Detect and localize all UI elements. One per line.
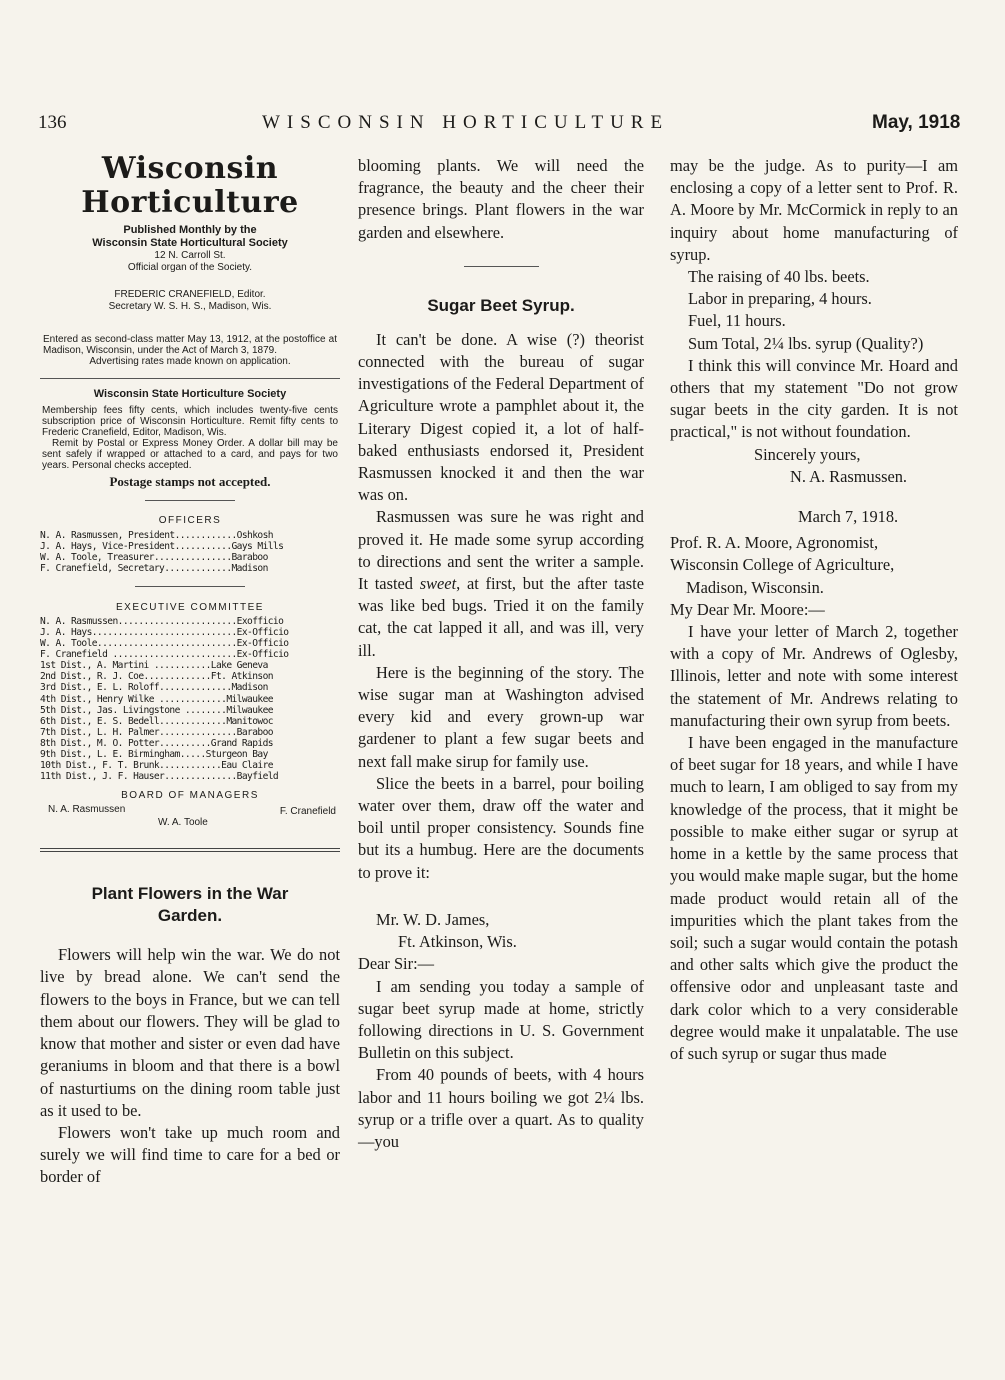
executive-row: 8th Dist., M. O. Potter..........Grand Rapids	[40, 737, 273, 749]
board-member: F. Cranefield	[279, 806, 336, 818]
officer-row: J. A. Hays, Vice-President...........Gays Mills	[40, 540, 284, 552]
executive-row: 4th Dist., Henry Wilke .............Milwaukee	[40, 693, 273, 705]
list-item: The raising of 40 lbs. beets.	[688, 267, 870, 287]
executive-row: 9th Dist., L. E. Birmingham.....Sturgeon Bay	[40, 749, 268, 760]
masthead-address: 12 N. Carroll St.	[154, 250, 226, 261]
masthead-society: Wisconsin State Horticultural Society	[92, 237, 288, 249]
double-divider	[40, 848, 340, 852]
paragraph: may be the judge. As to purity—I am enclosing a copy of a letter sent to Prof. R. A. Moore by Mr. McCormick in reply to an inquiry about home manufacturing of syrup.	[670, 156, 958, 264]
officers-title: OFFICERS	[158, 514, 222, 526]
letter-signature: N. A. Rasmussen.	[790, 466, 908, 486]
article-continuation	[670, 155, 958, 1065]
list-item: Sum Total, 2¼ lbs. syrup (Quality?)	[688, 333, 924, 353]
paragraph	[358, 506, 644, 661]
article-title-line: Plant Flowers in the War	[91, 884, 289, 904]
executive-row: 3rd Dist., E. L. Roloff..............Madison	[40, 682, 268, 694]
board-members	[40, 804, 340, 832]
page-number: 136	[38, 112, 67, 133]
list-item: Fuel, 11 hours.	[688, 311, 786, 331]
column-1	[40, 152, 340, 1189]
executive-row: 2nd Dist., R. J. Coe.............Ft. Atkinson	[40, 671, 273, 683]
advertising-notice: Advertising rates made known on application.	[89, 356, 291, 367]
board-member: W. A. Toole	[158, 817, 208, 829]
executive-row: 7th Dist., L. H. Palmer...............Baraboo	[40, 726, 273, 738]
masthead-publisher: Published Monthly by the	[123, 224, 257, 236]
letter-address: Mr. W. D. James,	[376, 909, 490, 929]
paragraph: Here is the beginning of the story. The wise sugar man at Washington advised every kid and every grown-up war gardener to plant a few sugar beets and next fall make sirup for family use.	[358, 662, 644, 771]
letter-address: Madison, Wisconsin.	[686, 577, 824, 597]
masthead-secretary: Secretary W. S. H. S., Madison, Wis.	[108, 300, 272, 312]
letter-salutation: My Dear Mr. Moore:—	[670, 599, 825, 619]
officer-row: F. Cranefield, Secretary.............Madison	[40, 562, 268, 574]
letter-salutation: Dear Sir:—	[358, 954, 435, 974]
emphasis: sweet	[419, 574, 457, 594]
membership-title: Wisconsin State Horticulture Society	[93, 387, 287, 400]
article-body	[358, 329, 644, 1153]
list-item: Labor in preparing, 4 hours.	[688, 289, 872, 309]
board-title: BOARD OF MANAGERS	[121, 790, 259, 802]
paragraph: Flowers will help win the war. We do not live by bread alone. We can't send the flowers to the boys in France, but we can tell them about our flowers. They will be glad to know that mother and sister or even dad have geraniums in bloom and that there is a bowl of nasturtiums on the dining room table just as it used to be.	[40, 945, 340, 1120]
officers-list	[40, 530, 340, 574]
executive-row: J. A. Hays............................Ex-Officio	[40, 626, 289, 638]
masthead-title: Wisconsin Horticulture	[81, 151, 299, 220]
text-run: Rasmussen was sure he was right and proved it. He made some syrup according to directions and sent the writer a sample. It tasted	[358, 507, 644, 594]
stamps-notice: Postage stamps not accepted.	[109, 473, 271, 489]
column-3	[670, 155, 958, 1065]
officer-row: N. A. Rasmussen, President............Oshkosh	[40, 529, 273, 541]
article-title: Sugar Beet Syrup.	[427, 295, 575, 315]
paragraph: I am sending you today a sample of sugar beet syrup made at home, strictly following directions in U. S. Government Bulletin on this subject.	[358, 976, 644, 1063]
paragraph: blooming plants. We will need the fragrance, the beauty and the cheer their presence brings. Plant flowers in the war garden and elsewhere.	[358, 156, 644, 242]
paragraph: Flowers won't take up much room and surely we will find time to care for a bed or border of	[40, 1122, 340, 1187]
membership-text: Membership fees fifty cents, which includes twenty-five cents subscription price of Wisconsin Horticulture. Remit fifty cents to Frederic Cranefield, Editor, Madison, Wis.	[42, 404, 338, 438]
issue-date: May, 1918	[872, 112, 961, 133]
executive-row: 5th Dist., Jas. Livingstone ........Milwaukee	[40, 704, 273, 716]
executive-row: 10th Dist., F. T. Brunk............Eau Claire	[40, 760, 273, 772]
executive-title: EXECUTIVE COMMITTEE	[116, 601, 264, 613]
short-divider	[145, 500, 235, 501]
paragraph: It can't be done. A wise (?) theorist connected with the bureau of sugar investigations of the Federal Department of Agriculture wrote a pamphlet about it, the Literary Digest copied it, a lot of half-baked enthusiasts endorsed it, President Rasmussen knocked it and then the war was on.	[358, 329, 644, 505]
letter-address: Ft. Atkinson, Wis.	[398, 932, 517, 952]
entry-notice: Entered as second-class matter May 13, 1912, at the postoffice at Madison, Wisconsin, under the Act of March 3, 1879.	[43, 334, 337, 356]
running-title: WISCONSIN HORTICULTURE	[262, 112, 670, 133]
officer-row: W. A. Toole, Treasurer...............Baraboo	[40, 551, 268, 563]
executive-row: F. Cranefield ........................Ex-Officio	[40, 649, 289, 661]
article-title-line: Garden.	[157, 906, 223, 926]
executive-row: 6th Dist., E. S. Bedell.............Manitowoc	[40, 715, 273, 727]
paragraph: I think this will convince Mr. Hoard and others that my statement "Do not grow sugar beets in the city garden. It is not practical," is not without foundation.	[670, 355, 958, 442]
paragraph: I have your letter of March 2, together with a copy of Mr. Andrews of Oglesby, Illinois, letter and note with some interest the statement of Mr. Andrews relating to manufacturing their own syrup from beets.	[670, 622, 958, 730]
divider	[40, 378, 340, 379]
masthead-editor: FREDERIC CRANEFIELD, Editor.	[114, 289, 266, 300]
column-2	[358, 155, 644, 1153]
letter-closing: Sincerely yours,	[754, 444, 861, 464]
paragraph: Slice the beets in a barrel, pour boiling water over them, draw off the water and boil until proper consistency. Sounds fine but its a humbug. Here are the documents to prove it:	[358, 773, 644, 882]
executive-row: 1st Dist., A. Martini ...........Lake Geneva	[40, 660, 268, 672]
text-run: , at first, but the after taste was like bed bugs. Tried it on the family cat, the cat lapped it all, and was ill, very ill.	[358, 574, 644, 660]
executive-row: W. A. Toole...........................Ex-Officio	[40, 638, 289, 650]
executive-list	[40, 616, 340, 782]
letter-date: March 7, 1918.	[798, 507, 899, 527]
letter-address: Wisconsin College of Agriculture,	[670, 555, 895, 575]
short-divider	[464, 266, 539, 267]
article-continuation	[358, 155, 644, 244]
article-body	[40, 944, 340, 1188]
letter-address: Prof. R. A. Moore, Agronomist,	[670, 533, 879, 553]
board-member: N. A. Rasmussen	[48, 804, 126, 816]
short-divider	[135, 586, 245, 587]
executive-row: N. A. Rasmussen.......................Exofficio	[40, 615, 284, 627]
paragraph: From 40 pounds of beets, with 4 hours labor and 11 hours boiling we got 2¼ lbs. syrup or a trifle over a quart. As to quality—you	[358, 1065, 644, 1151]
remit-text: Remit by Postal or Express Money Order. A dollar bill may be sent safely if wrapped or attached to a card, and pays for two years. Personal checks accepted.	[42, 437, 338, 471]
masthead-organ: Official organ of the Society.	[127, 261, 253, 273]
executive-row: 11th Dist., J. F. Hauser..............Bayfield	[40, 771, 279, 783]
paragraph: I have been engaged in the manufacture of beet sugar for 18 years, and while I have much to learn, I am obliged to say from my knowledge of the process, that it might be possible to make either sugar or syrup at home in a kettle by the same process that you would make maple sugar, but the home made product would retain all of the impurities which the plant takes from the soil; such a sugar would contain the potash and other salts which give the product the offensive odor and unpleasant taste and dark color which to a very considerable degree would make it unpalatable. The use of such syrup or sugar thus made	[670, 733, 958, 1063]
